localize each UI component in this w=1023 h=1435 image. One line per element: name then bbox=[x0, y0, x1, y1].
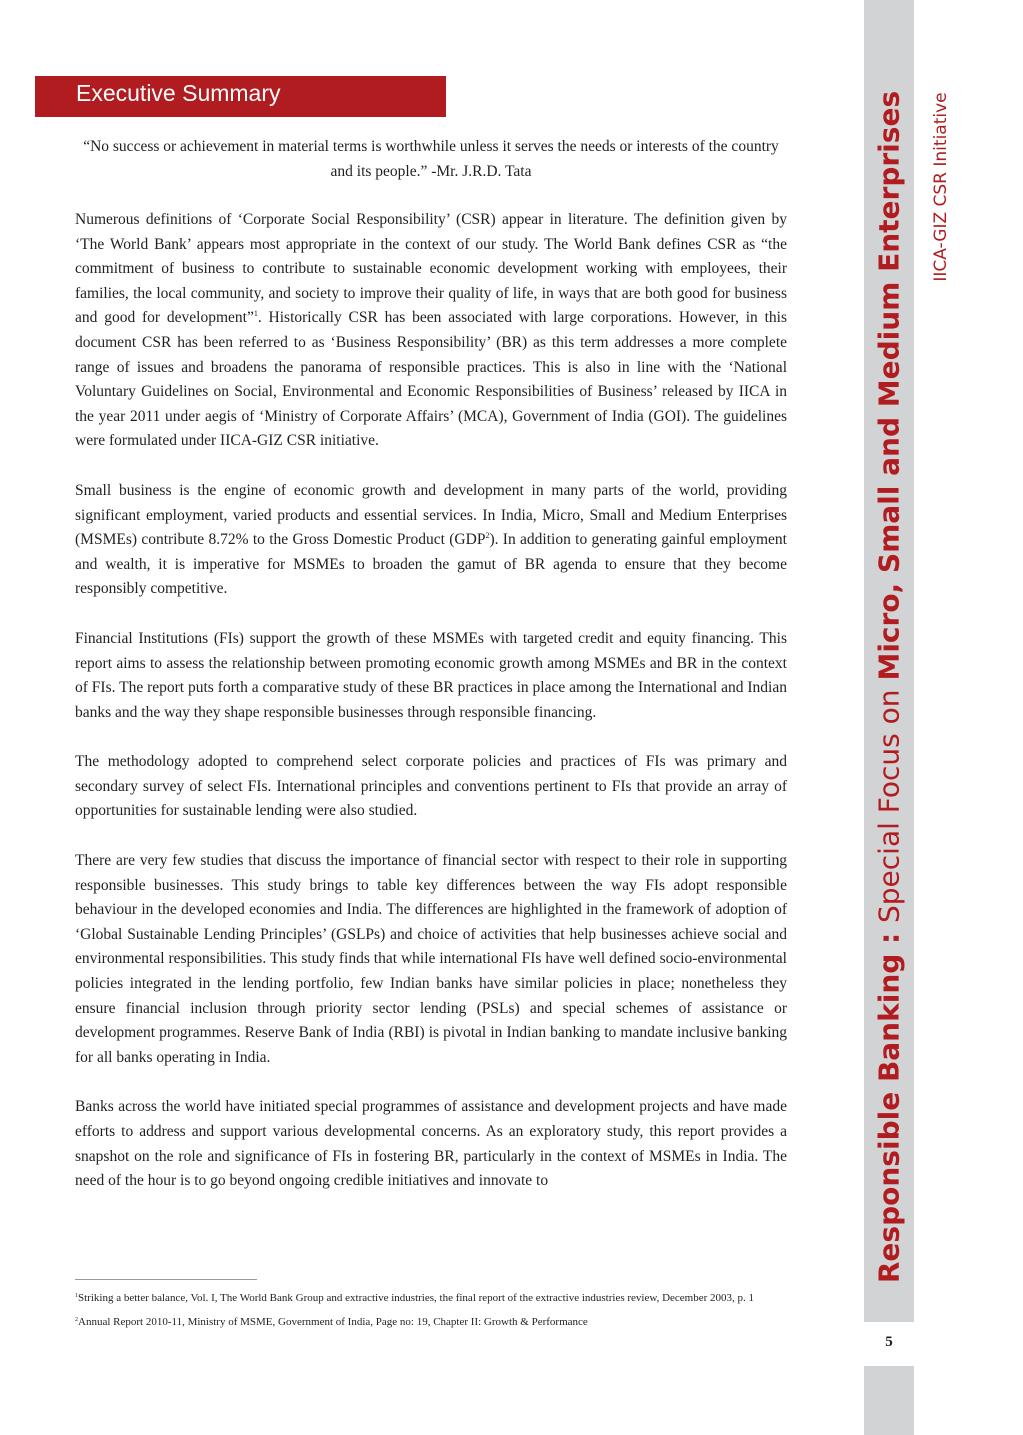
paragraph-2-text-a: Small business is the engine of economic growth and development in many parts of the world, providing significant employment, varied products and essential services. In India, Micro, Small and Medium Enterprises (MSMEs) contribute 8.72% to the Gross Domestic Product (GDP bbox=[75, 481, 787, 549]
paragraph-2 bbox=[75, 479, 787, 602]
side-initiative-label: IICA-GIZ CSR Initiative bbox=[931, 92, 951, 282]
paragraph-6: Banks across the world have initiated special programmes of assistance and development projects and have made efforts to address and support various developmental concerns. As an exploratory study, this report provides a snapshot on the role and significance of FIs in fostering BR, particularly in the context of MSMEs in India. The need of the hour is to go beyond ongoing credible initiatives and innovate to bbox=[75, 1098, 787, 1190]
page-number-box bbox=[864, 1322, 914, 1366]
paragraph-1-text-b: . Historically CSR has been associated with large corporations. However, in this document CSR has been referred to as ‘Business Responsibility’ (BR) as this term addresses a more complete range of issues and broadens the panorama of responsible practices. This is also in line with the ‘National Voluntary Guidelines on Social, Environmental and Economic Responsibilities of Business’ released by IICA in the year 2011 under aegis of ‘Ministry of Corporate Affairs’ (MCA), Government of India (GOI). The guidelines were formulated under IICA-GIZ CSR initiative. bbox=[75, 309, 787, 450]
epigraph-quote: “No success or achievement in material terms is worthwhile unless it serves the needs or interests of the country and its people.” -Mr. J.R.D. Tata bbox=[83, 138, 779, 180]
section-header-bar bbox=[35, 76, 446, 117]
footnote-ref-1: 1 bbox=[253, 309, 258, 319]
footnotes bbox=[75, 1288, 787, 1336]
footnote-1-number: 1 bbox=[75, 1293, 78, 1299]
footnote-1 bbox=[75, 1288, 787, 1308]
paragraph-1-text-a: Numerous definitions of ‘Corporate Social Responsibility’ (CSR) appear in literature. The definition given by ‘The World Bank’ appears most appropriate in the context of our study. The World Bank defines CSR as “the commitment of business to contribute to sustainable economic development working with employees, their families, the local community, and society to improve their quality of life, in ways that are both good for business and good for development” bbox=[75, 211, 787, 327]
page-number: 5 bbox=[885, 1334, 893, 1350]
paragraph-5: There are very few studies that discuss the importance of financial sector with respect to their role in supporting responsible businesses. This study brings to table key differences between the way FIs adopt responsible behaviour in the developed economies and India. The differences are highlighted in the framework of adoption of ‘Global Sustainable Lending Principles’ (GSLPs) and choice of activities that help businesses achieve social and environmental responsibilities. This study finds that while international FIs have well defined socio-environmental policies integrated in the lending portfolio, few Indian banks have similar policies in place; nonetheless they ensure financial inclusion through priority sector lending (PSLs) and special schemes of assistance or development programmes. Reserve Bank of India (RBI) is pivotal in Indian banking to mandate inclusive banking for all banks operating in India. bbox=[75, 852, 787, 1066]
body-text bbox=[75, 208, 787, 1219]
footnote-divider bbox=[75, 1279, 257, 1280]
footnote-2-number: 2 bbox=[75, 1317, 78, 1323]
paragraph-3: Financial Institutions (FIs) support the growth of these MSMEs with targeted credit and equity financing. This report aims to assess the relationship between promoting economic growth among MSMEs and BR in the context of FIs. The report puts forth a comparative study of these BR practices in place among the International and Indian banks and the way they shape responsible businesses through responsible financing. bbox=[75, 629, 787, 721]
side-title-part-3: Micro, Small and Medium Enterprises bbox=[872, 90, 906, 681]
paragraph-4: The methodology adopted to comprehend select corporate policies and practices of FIs was primary and secondary survey of select FIs. International principles and conventions pertinent to FIs that provide an array of opportunities for sustainable lending were also studied. bbox=[75, 753, 787, 820]
side-title-part-1: Responsible Banking : bbox=[872, 922, 906, 1284]
side-title-part-2: Special Focus on bbox=[872, 680, 906, 923]
footnote-ref-2: 2 bbox=[485, 531, 490, 541]
paragraph-2-text-b: ). In addition to generating gainful employment and wealth, it is imperative for MSMEs to broaden the gamut of BR agenda to ensure that they become responsibly competitive. bbox=[75, 531, 787, 598]
side-document-title bbox=[873, 87, 906, 1287]
section-title: Executive Summary bbox=[76, 80, 281, 106]
footnote-1-text: Striking a better balance, Vol. I, The World Bank Group and extractive industries, the final report of the extractive industries review, December 2003, p. 1 bbox=[78, 1292, 755, 1304]
footnote-2 bbox=[75, 1312, 787, 1332]
footnote-2-text: Annual Report 2010-11, Ministry of MSME, Government of India, Page no: 19, Chapter II: Growth & Performance bbox=[78, 1316, 588, 1328]
paragraph-1 bbox=[75, 208, 787, 454]
